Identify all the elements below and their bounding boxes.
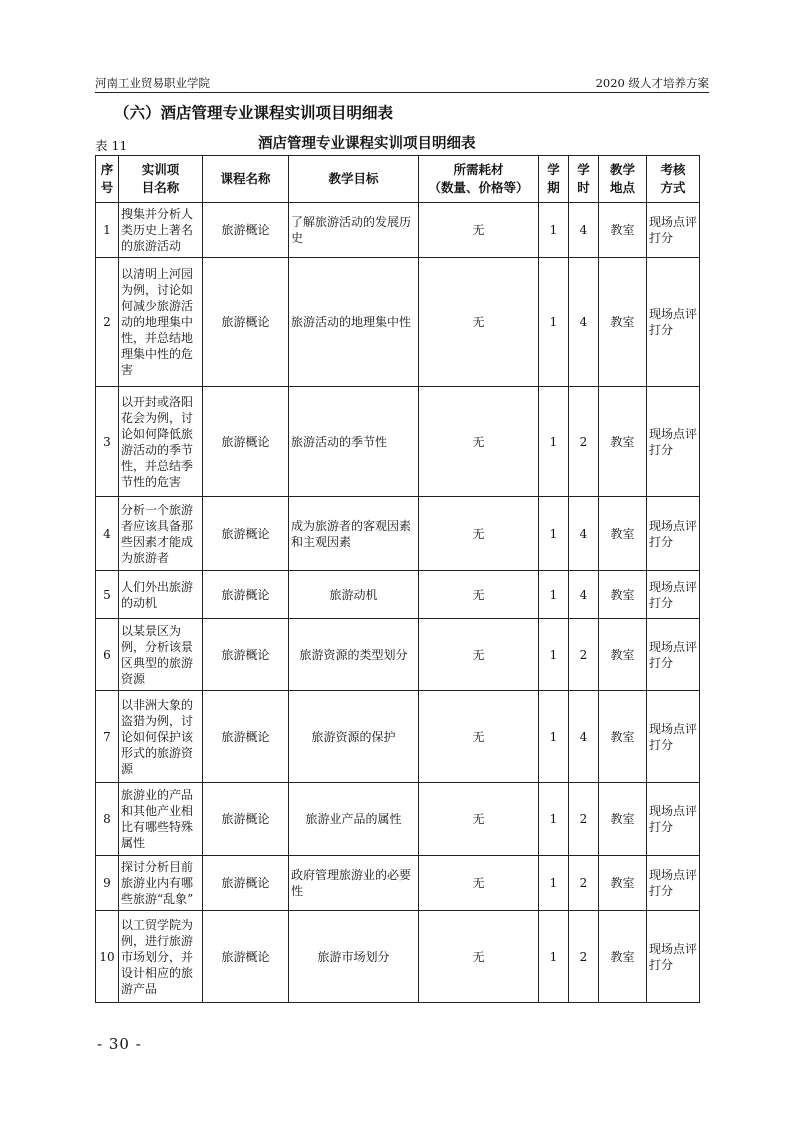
cell-goal: 政府管理旅游业的必要性 [289,856,419,911]
cell-no: 8 [96,783,119,856]
cell-assessment: 现场点评打分 [647,911,700,1003]
table-row [96,619,700,691]
cell-hours: 2 [569,911,599,1003]
cell-goal: 成为旅游者的客观因素和主观因素 [289,497,419,571]
cell-project: 以清明上河园为例，讨论如何减少旅游活动的地理集中性，并总结地理集中性的危害 [119,258,203,387]
cell-term: 1 [539,258,569,387]
header-project: 实训项 目名称 [119,156,203,203]
cell-materials: 无 [419,571,539,619]
cell-assessment: 现场点评打分 [647,691,700,783]
section-title: （六）酒店管理专业课程实训项目明细表 [114,104,394,122]
cell-project: 探讨分析目前旅游业内有哪些旅游“乱象” [119,856,203,911]
cell-materials: 无 [419,497,539,571]
table-row [96,258,700,387]
cell-hours: 4 [569,497,599,571]
cell-assessment: 现场点评打分 [647,856,700,911]
cell-hours: 4 [569,691,599,783]
cell-project: 以工贸学院为例，进行旅游市场划分，并设计相应的旅游产品 [119,911,203,1003]
cell-materials: 无 [419,856,539,911]
cell-materials: 无 [419,203,539,258]
cell-goal: 旅游动机 [289,571,419,619]
cell-course: 旅游概论 [203,911,289,1003]
cell-goal: 了解旅游活动的发展历史 [289,203,419,258]
header-divider [95,92,709,93]
cell-term: 1 [539,203,569,258]
cell-project: 分析一个旅游者应该具备那些因素才能成为旅游者 [119,497,203,571]
cell-materials: 无 [419,783,539,856]
header-term: 学 期 [539,156,569,203]
table-row [96,783,700,856]
cell-term: 1 [539,497,569,571]
cell-place: 教室 [599,783,647,856]
cell-place: 教室 [599,497,647,571]
cell-term: 1 [539,387,569,497]
cell-no: 1 [96,203,119,258]
cell-project: 以开封或洛阳花会为例，讨论如何降低旅游活动的季节性，并总结季节性的危害 [119,387,203,497]
header-no: 序 号 [96,156,119,203]
header-hours: 学 时 [569,156,599,203]
cell-hours: 2 [569,619,599,691]
cell-term: 1 [539,571,569,619]
cell-assessment: 现场点评打分 [647,619,700,691]
cell-course: 旅游概论 [203,258,289,387]
cell-place: 教室 [599,571,647,619]
cell-goal: 旅游资源的保护 [289,691,419,783]
cell-no: 7 [96,691,119,783]
table-row [96,691,700,783]
cell-no: 5 [96,571,119,619]
cell-course: 旅游概论 [203,619,289,691]
cell-term: 1 [539,911,569,1003]
table-row [96,571,700,619]
cell-materials: 无 [419,911,539,1003]
cell-project: 人们外出旅游的动机 [119,571,203,619]
cell-hours: 4 [569,203,599,258]
cell-materials: 无 [419,387,539,497]
cell-place: 教室 [599,203,647,258]
cell-place: 教室 [599,856,647,911]
cell-no: 10 [96,911,119,1003]
table-row [96,497,700,571]
cell-place: 教室 [599,258,647,387]
cell-course: 旅游概论 [203,783,289,856]
cell-place: 教室 [599,387,647,497]
cell-no: 4 [96,497,119,571]
cell-no: 9 [96,856,119,911]
training-projects-table [95,155,700,1003]
cell-place: 教室 [599,619,647,691]
header-place: 教学 地点 [599,156,647,203]
cell-term: 1 [539,691,569,783]
cell-goal: 旅游活动的季节性 [289,387,419,497]
cell-hours: 2 [569,856,599,911]
cell-project: 旅游业的产品和其他产业相比有哪些特殊属性 [119,783,203,856]
table-header-row [96,156,700,203]
cell-project: 以非洲大象的盗猎为例，讨论如何保护该形式的旅游资源 [119,691,203,783]
cell-hours: 2 [569,387,599,497]
header-plan-title: 2020 级人才培养方案 [595,76,709,90]
cell-no: 2 [96,258,119,387]
cell-materials: 无 [419,691,539,783]
table-number: 表 11 [95,138,128,153]
cell-place: 教室 [599,911,647,1003]
cell-no: 3 [96,387,119,497]
cell-project: 以某景区为例，分析该景区典型的旅游资源 [119,619,203,691]
table-row [96,911,700,1003]
cell-hours: 4 [569,571,599,619]
table-row [96,387,700,497]
cell-assessment: 现场点评打分 [647,258,700,387]
cell-hours: 4 [569,258,599,387]
cell-course: 旅游概论 [203,691,289,783]
cell-course: 旅游概论 [203,497,289,571]
header-assessment: 考核 方式 [647,156,700,203]
cell-assessment: 现场点评打分 [647,387,700,497]
cell-no: 6 [96,619,119,691]
header-institution: 河南工业贸易职业学院 [95,76,210,90]
cell-assessment: 现场点评打分 [647,571,700,619]
cell-assessment: 现场点评打分 [647,497,700,571]
cell-goal: 旅游市场划分 [289,911,419,1003]
cell-hours: 2 [569,783,599,856]
cell-materials: 无 [419,619,539,691]
cell-course: 旅游概论 [203,203,289,258]
page-number: - 30 - [97,1035,142,1053]
cell-course: 旅游概论 [203,387,289,497]
cell-course: 旅游概论 [203,571,289,619]
cell-term: 1 [539,619,569,691]
cell-goal: 旅游资源的类型划分 [289,619,419,691]
cell-assessment: 现场点评打分 [647,783,700,856]
header-materials: 所需耗材 （数量、价格等） [419,156,539,203]
cell-assessment: 现场点评打分 [647,203,700,258]
cell-term: 1 [539,856,569,911]
cell-course: 旅游概论 [203,856,289,911]
cell-goal: 旅游活动的地理集中性 [289,258,419,387]
table-row [96,203,700,258]
table-row [96,856,700,911]
header-goal: 教学目标 [289,156,419,203]
page-header [95,73,709,93]
cell-goal: 旅游业产品的属性 [289,783,419,856]
cell-materials: 无 [419,258,539,387]
header-course: 课程名称 [203,156,289,203]
cell-term: 1 [539,783,569,856]
cell-place: 教室 [599,691,647,783]
cell-project: 搜集并分析人类历史上著名的旅游活动 [119,203,203,258]
table-title: 酒店管理专业课程实训项目明细表 [258,136,476,152]
